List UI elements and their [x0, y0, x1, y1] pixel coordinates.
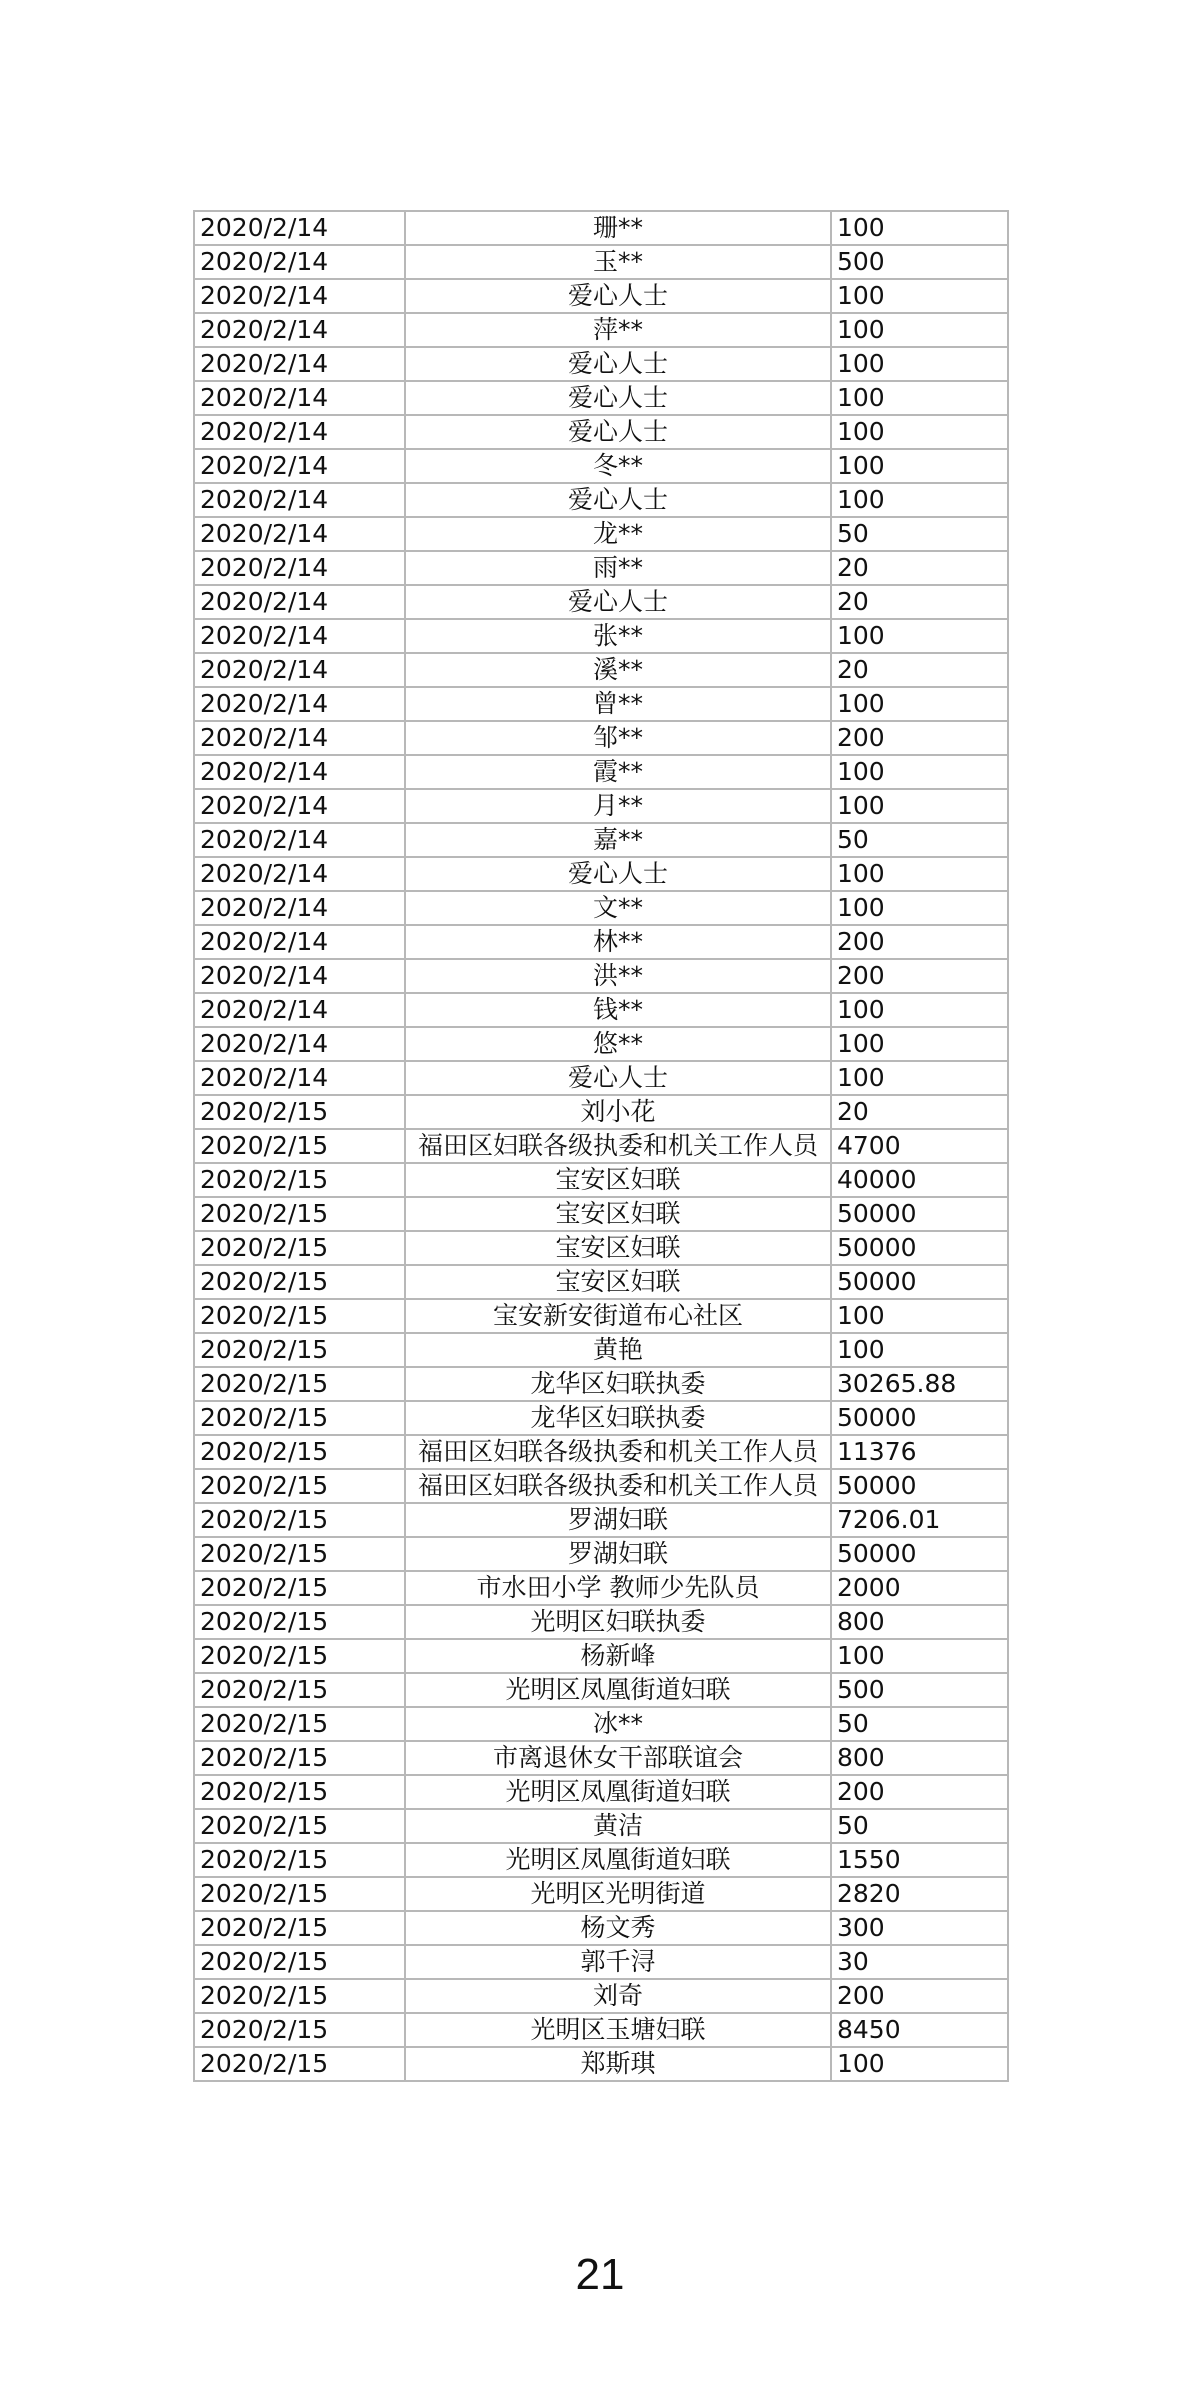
amount-cell: 50000 — [831, 1197, 1008, 1231]
date-cell: 2020/2/15 — [194, 1435, 405, 1469]
donor-cell: 郭千浔 — [405, 1945, 831, 1979]
donor-cell: 爱心人士 — [405, 279, 831, 313]
date-cell: 2020/2/14 — [194, 211, 405, 245]
date-cell: 2020/2/15 — [194, 2047, 405, 2081]
donor-cell: 龙华区妇联执委 — [405, 1401, 831, 1435]
amount-cell: 8450 — [831, 2013, 1008, 2047]
table-row — [194, 1605, 1008, 1639]
amount-cell: 100 — [831, 381, 1008, 415]
donor-cell: 市水田小学 教师少先队员 — [405, 1571, 831, 1605]
table-row — [194, 1333, 1008, 1367]
table-row — [194, 619, 1008, 653]
amount-cell: 200 — [831, 959, 1008, 993]
donor-cell: 罗湖妇联 — [405, 1537, 831, 1571]
date-cell: 2020/2/15 — [194, 1911, 405, 1945]
table-row — [194, 721, 1008, 755]
donor-cell: 刘小花 — [405, 1095, 831, 1129]
table-row — [194, 1571, 1008, 1605]
table-row — [194, 1027, 1008, 1061]
donor-cell: 霞** — [405, 755, 831, 789]
amount-cell: 100 — [831, 1639, 1008, 1673]
table-row — [194, 1945, 1008, 1979]
table-row — [194, 1435, 1008, 1469]
donor-cell: 龙华区妇联执委 — [405, 1367, 831, 1401]
donor-cell: 林** — [405, 925, 831, 959]
date-cell: 2020/2/15 — [194, 1843, 405, 1877]
table-row — [194, 1503, 1008, 1537]
donor-cell: 钱** — [405, 993, 831, 1027]
donor-cell: 光明区凤凰街道妇联 — [405, 1775, 831, 1809]
table-row — [194, 755, 1008, 789]
amount-cell: 100 — [831, 755, 1008, 789]
table-row — [194, 1095, 1008, 1129]
date-cell: 2020/2/15 — [194, 1129, 405, 1163]
date-cell: 2020/2/15 — [194, 1503, 405, 1537]
table-row — [194, 1639, 1008, 1673]
table-row — [194, 347, 1008, 381]
table-row — [194, 857, 1008, 891]
table-row — [194, 1197, 1008, 1231]
donor-cell: 黄洁 — [405, 1809, 831, 1843]
table-row — [194, 551, 1008, 585]
date-cell: 2020/2/14 — [194, 755, 405, 789]
table-row — [194, 381, 1008, 415]
amount-cell: 100 — [831, 687, 1008, 721]
donor-cell: 冰** — [405, 1707, 831, 1741]
date-cell: 2020/2/15 — [194, 1299, 405, 1333]
date-cell: 2020/2/15 — [194, 1877, 405, 1911]
amount-cell: 50000 — [831, 1231, 1008, 1265]
donor-cell: 福田区妇联各级执委和机关工作人员 — [405, 1129, 831, 1163]
table-row — [194, 313, 1008, 347]
table-row — [194, 1809, 1008, 1843]
date-cell: 2020/2/14 — [194, 619, 405, 653]
donor-cell: 光明区玉塘妇联 — [405, 2013, 831, 2047]
donor-cell: 玉** — [405, 245, 831, 279]
table-body — [194, 211, 1008, 2081]
amount-cell: 100 — [831, 1299, 1008, 1333]
amount-cell: 1550 — [831, 1843, 1008, 1877]
date-cell: 2020/2/15 — [194, 1809, 405, 1843]
table-row — [194, 1401, 1008, 1435]
date-cell: 2020/2/15 — [194, 1537, 405, 1571]
date-cell: 2020/2/15 — [194, 1265, 405, 1299]
donor-cell: 月** — [405, 789, 831, 823]
amount-cell: 100 — [831, 1027, 1008, 1061]
table-row — [194, 789, 1008, 823]
table-row — [194, 2013, 1008, 2047]
date-cell: 2020/2/14 — [194, 857, 405, 891]
amount-cell: 30 — [831, 1945, 1008, 1979]
amount-cell: 500 — [831, 1673, 1008, 1707]
table-row — [194, 687, 1008, 721]
amount-cell: 100 — [831, 1333, 1008, 1367]
date-cell: 2020/2/15 — [194, 1673, 405, 1707]
donor-cell: 邹** — [405, 721, 831, 755]
date-cell: 2020/2/15 — [194, 1775, 405, 1809]
date-cell: 2020/2/15 — [194, 1605, 405, 1639]
donor-cell: 光明区光明街道 — [405, 1877, 831, 1911]
table-row — [194, 1979, 1008, 2013]
date-cell: 2020/2/14 — [194, 687, 405, 721]
amount-cell: 50000 — [831, 1265, 1008, 1299]
donor-cell: 龙** — [405, 517, 831, 551]
page-number: 21 — [575, 2250, 625, 2299]
amount-cell: 100 — [831, 313, 1008, 347]
amount-cell: 100 — [831, 279, 1008, 313]
table-row — [194, 1707, 1008, 1741]
donor-cell: 爱心人士 — [405, 857, 831, 891]
amount-cell: 100 — [831, 993, 1008, 1027]
donor-cell: 宝安区妇联 — [405, 1265, 831, 1299]
table-row — [194, 245, 1008, 279]
amount-cell: 4700 — [831, 1129, 1008, 1163]
amount-cell: 7206.01 — [831, 1503, 1008, 1537]
date-cell: 2020/2/14 — [194, 483, 405, 517]
amount-cell: 11376 — [831, 1435, 1008, 1469]
table-row — [194, 1163, 1008, 1197]
amount-cell: 50 — [831, 1809, 1008, 1843]
date-cell: 2020/2/14 — [194, 993, 405, 1027]
donor-cell: 宝安区妇联 — [405, 1231, 831, 1265]
amount-cell: 800 — [831, 1605, 1008, 1639]
amount-cell: 2820 — [831, 1877, 1008, 1911]
table-row — [194, 2047, 1008, 2081]
amount-cell: 100 — [831, 449, 1008, 483]
table-row — [194, 449, 1008, 483]
amount-cell: 200 — [831, 721, 1008, 755]
amount-cell: 200 — [831, 925, 1008, 959]
date-cell: 2020/2/14 — [194, 585, 405, 619]
amount-cell: 30265.88 — [831, 1367, 1008, 1401]
table-row — [194, 415, 1008, 449]
date-cell: 2020/2/15 — [194, 1741, 405, 1775]
table-row — [194, 1265, 1008, 1299]
donor-cell: 爱心人士 — [405, 1061, 831, 1095]
amount-cell: 100 — [831, 1061, 1008, 1095]
date-cell: 2020/2/15 — [194, 1945, 405, 1979]
donor-cell: 爱心人士 — [405, 585, 831, 619]
donor-cell: 雨** — [405, 551, 831, 585]
amount-cell: 100 — [831, 619, 1008, 653]
date-cell: 2020/2/15 — [194, 1231, 405, 1265]
donor-cell: 洪** — [405, 959, 831, 993]
date-cell: 2020/2/15 — [194, 1095, 405, 1129]
table-row — [194, 1299, 1008, 1333]
table-row — [194, 823, 1008, 857]
table-row — [194, 1129, 1008, 1163]
table-row — [194, 1469, 1008, 1503]
date-cell: 2020/2/15 — [194, 1197, 405, 1231]
donor-cell: 冬** — [405, 449, 831, 483]
date-cell: 2020/2/14 — [194, 415, 405, 449]
date-cell: 2020/2/15 — [194, 1333, 405, 1367]
donor-cell: 溪** — [405, 653, 831, 687]
table-row — [194, 1673, 1008, 1707]
table-row — [194, 959, 1008, 993]
donor-cell: 爱心人士 — [405, 483, 831, 517]
donor-cell: 悠** — [405, 1027, 831, 1061]
date-cell: 2020/2/15 — [194, 2013, 405, 2047]
date-cell: 2020/2/14 — [194, 925, 405, 959]
table-row — [194, 1877, 1008, 1911]
date-cell: 2020/2/15 — [194, 1979, 405, 2013]
date-cell: 2020/2/14 — [194, 653, 405, 687]
donor-cell: 宝安新安街道布心社区 — [405, 1299, 831, 1333]
amount-cell: 20 — [831, 585, 1008, 619]
table-row — [194, 1231, 1008, 1265]
date-cell: 2020/2/15 — [194, 1571, 405, 1605]
donor-cell: 光明区凤凰街道妇联 — [405, 1843, 831, 1877]
date-cell: 2020/2/15 — [194, 1367, 405, 1401]
amount-cell: 50000 — [831, 1537, 1008, 1571]
donor-cell: 嘉** — [405, 823, 831, 857]
table-row — [194, 517, 1008, 551]
amount-cell: 100 — [831, 211, 1008, 245]
amount-cell: 40000 — [831, 1163, 1008, 1197]
table-row — [194, 483, 1008, 517]
date-cell: 2020/2/14 — [194, 959, 405, 993]
date-cell: 2020/2/14 — [194, 245, 405, 279]
donor-cell: 爱心人士 — [405, 415, 831, 449]
donor-cell: 文** — [405, 891, 831, 925]
amount-cell: 20 — [831, 551, 1008, 585]
table-row — [194, 585, 1008, 619]
amount-cell: 500 — [831, 245, 1008, 279]
donor-cell: 福田区妇联各级执委和机关工作人员 — [405, 1435, 831, 1469]
donor-cell: 光明区凤凰街道妇联 — [405, 1673, 831, 1707]
date-cell: 2020/2/14 — [194, 517, 405, 551]
donor-cell: 刘奇 — [405, 1979, 831, 2013]
donor-cell: 爱心人士 — [405, 381, 831, 415]
donor-cell: 光明区妇联执委 — [405, 1605, 831, 1639]
amount-cell: 20 — [831, 1095, 1008, 1129]
donor-cell: 杨新峰 — [405, 1639, 831, 1673]
table-row — [194, 1741, 1008, 1775]
date-cell: 2020/2/14 — [194, 551, 405, 585]
table-row — [194, 1775, 1008, 1809]
amount-cell: 200 — [831, 1979, 1008, 2013]
table-row — [194, 993, 1008, 1027]
amount-cell: 50 — [831, 517, 1008, 551]
table-row — [194, 1843, 1008, 1877]
amount-cell: 50000 — [831, 1401, 1008, 1435]
donor-cell: 郑斯琪 — [405, 2047, 831, 2081]
table-row — [194, 211, 1008, 245]
date-cell: 2020/2/15 — [194, 1707, 405, 1741]
donor-cell: 宝安区妇联 — [405, 1163, 831, 1197]
date-cell: 2020/2/14 — [194, 891, 405, 925]
date-cell: 2020/2/15 — [194, 1639, 405, 1673]
donor-cell: 爱心人士 — [405, 347, 831, 381]
table-row — [194, 1367, 1008, 1401]
date-cell: 2020/2/15 — [194, 1469, 405, 1503]
date-cell: 2020/2/14 — [194, 1061, 405, 1095]
table-row — [194, 653, 1008, 687]
amount-cell: 20 — [831, 653, 1008, 687]
date-cell: 2020/2/14 — [194, 721, 405, 755]
date-cell: 2020/2/14 — [194, 313, 405, 347]
amount-cell: 100 — [831, 415, 1008, 449]
amount-cell: 100 — [831, 483, 1008, 517]
donor-cell: 福田区妇联各级执委和机关工作人员 — [405, 1469, 831, 1503]
donor-cell: 罗湖妇联 — [405, 1503, 831, 1537]
date-cell: 2020/2/14 — [194, 279, 405, 313]
donor-cell: 杨文秀 — [405, 1911, 831, 1945]
amount-cell: 300 — [831, 1911, 1008, 1945]
donor-cell: 黄艳 — [405, 1333, 831, 1367]
date-cell: 2020/2/14 — [194, 789, 405, 823]
donor-cell: 珊** — [405, 211, 831, 245]
amount-cell: 50 — [831, 1707, 1008, 1741]
amount-cell: 100 — [831, 857, 1008, 891]
amount-cell: 50 — [831, 823, 1008, 857]
date-cell: 2020/2/14 — [194, 449, 405, 483]
table-row — [194, 1537, 1008, 1571]
amount-cell: 100 — [831, 891, 1008, 925]
amount-cell: 800 — [831, 1741, 1008, 1775]
donor-cell: 张** — [405, 619, 831, 653]
donor-cell: 宝安区妇联 — [405, 1197, 831, 1231]
donor-cell: 萍** — [405, 313, 831, 347]
date-cell: 2020/2/15 — [194, 1163, 405, 1197]
amount-cell: 100 — [831, 2047, 1008, 2081]
table-row — [194, 925, 1008, 959]
date-cell: 2020/2/14 — [194, 823, 405, 857]
date-cell: 2020/2/15 — [194, 1401, 405, 1435]
table-row — [194, 1061, 1008, 1095]
date-cell: 2020/2/14 — [194, 347, 405, 381]
date-cell: 2020/2/14 — [194, 381, 405, 415]
table-row — [194, 1911, 1008, 1945]
amount-cell: 2000 — [831, 1571, 1008, 1605]
date-cell: 2020/2/14 — [194, 1027, 405, 1061]
amount-cell: 100 — [831, 789, 1008, 823]
donor-cell: 市离退休女干部联谊会 — [405, 1741, 831, 1775]
amount-cell: 200 — [831, 1775, 1008, 1809]
table-row — [194, 279, 1008, 313]
amount-cell: 100 — [831, 347, 1008, 381]
table-row — [194, 891, 1008, 925]
donation-table — [193, 210, 1009, 2082]
donor-cell: 曾** — [405, 687, 831, 721]
amount-cell: 50000 — [831, 1469, 1008, 1503]
